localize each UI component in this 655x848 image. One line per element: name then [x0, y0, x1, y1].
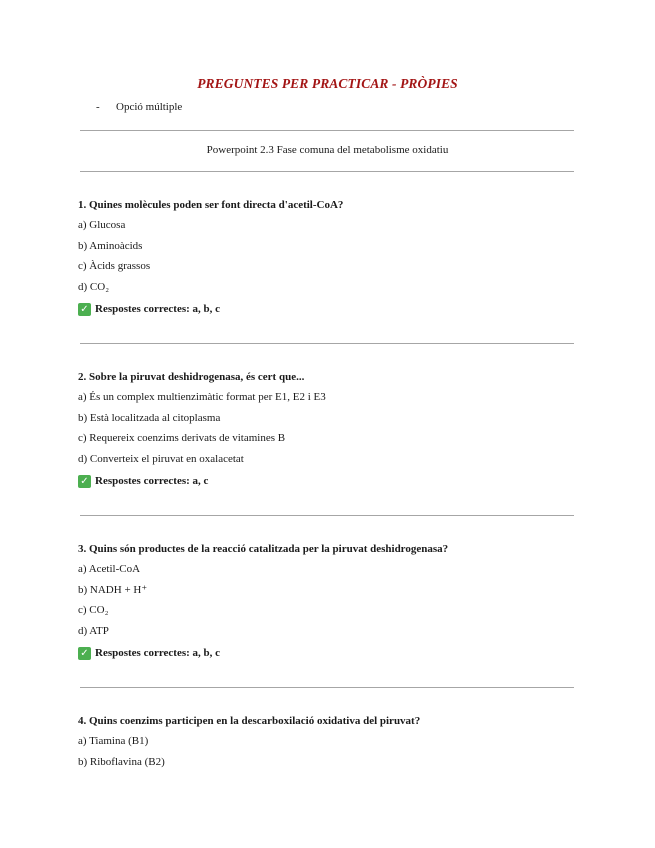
question-title: 3. Quins són productes de la reacció catalitzada per la piruvat deshidrogenasa? — [78, 543, 449, 555]
correct-answer — [78, 643, 578, 663]
answer-text: Respostes correctes: a, c — [95, 475, 209, 487]
correct-answer — [78, 471, 578, 491]
option-b: b) Està localitzada al citoplasma — [78, 411, 221, 424]
option-b: b) NADH + H⁺ — [78, 583, 148, 596]
bullet-text: Opció múltiple — [116, 101, 183, 113]
option-d: d) Converteix el piruvat en oxalacetat — [78, 452, 244, 465]
bullet-item — [96, 101, 182, 113]
option-d: d) CO₂ — [78, 280, 110, 293]
answer-text: Respostes correctes: a, b, c — [95, 303, 221, 315]
bullet-dash: - — [96, 101, 100, 113]
divider — [80, 515, 574, 516]
option-d: d) ATP — [78, 624, 109, 637]
option-b: b) Aminoàcids — [78, 239, 143, 252]
check-mark-icon: ✓ — [78, 647, 91, 660]
page-title: PREGUNTES PER PRACTICAR - PRÒPIES — [197, 76, 458, 91]
divider — [80, 687, 574, 688]
question-title: 4. Quins coenzims participen en la descarboxilació oxidativa del piruvat? — [78, 715, 421, 727]
check-mark-icon: ✓ — [78, 303, 91, 316]
option-a: a) Tiamina (B1) — [78, 735, 149, 747]
check-mark-icon: ✓ — [78, 475, 91, 488]
option-c: c) CO₂ — [78, 604, 109, 616]
question-title: 2. Sobre la piruvat deshidrogenasa, és cert que... — [78, 371, 305, 383]
section-subtitle: Powerpoint 2.3 Fase comuna del metabolisme oxidatiu — [206, 144, 449, 156]
option-c: c) Àcids grassos — [78, 260, 151, 272]
option-a: a) Glucosa — [78, 219, 126, 231]
question-2 — [78, 369, 578, 491]
question-3 — [78, 541, 578, 663]
question-title: 1. Quines molècules poden ser font directa d'acetil-CoA? — [78, 199, 344, 211]
divider — [80, 343, 574, 344]
divider — [80, 130, 574, 131]
option-b: b) Riboflavina (B2) — [78, 755, 165, 768]
question-1 — [78, 197, 578, 319]
option-a: a) És un complex multienzimàtic format per E1, E2 i E3 — [78, 391, 326, 403]
option-c: c) Requereix coenzims derivats de vitamines B — [78, 432, 286, 444]
option-a: a) Acetil-CoA — [78, 563, 141, 575]
question-4 — [78, 713, 578, 774]
answer-text: Respostes correctes: a, b, c — [95, 647, 221, 659]
correct-answer — [78, 299, 578, 319]
divider — [80, 171, 574, 172]
